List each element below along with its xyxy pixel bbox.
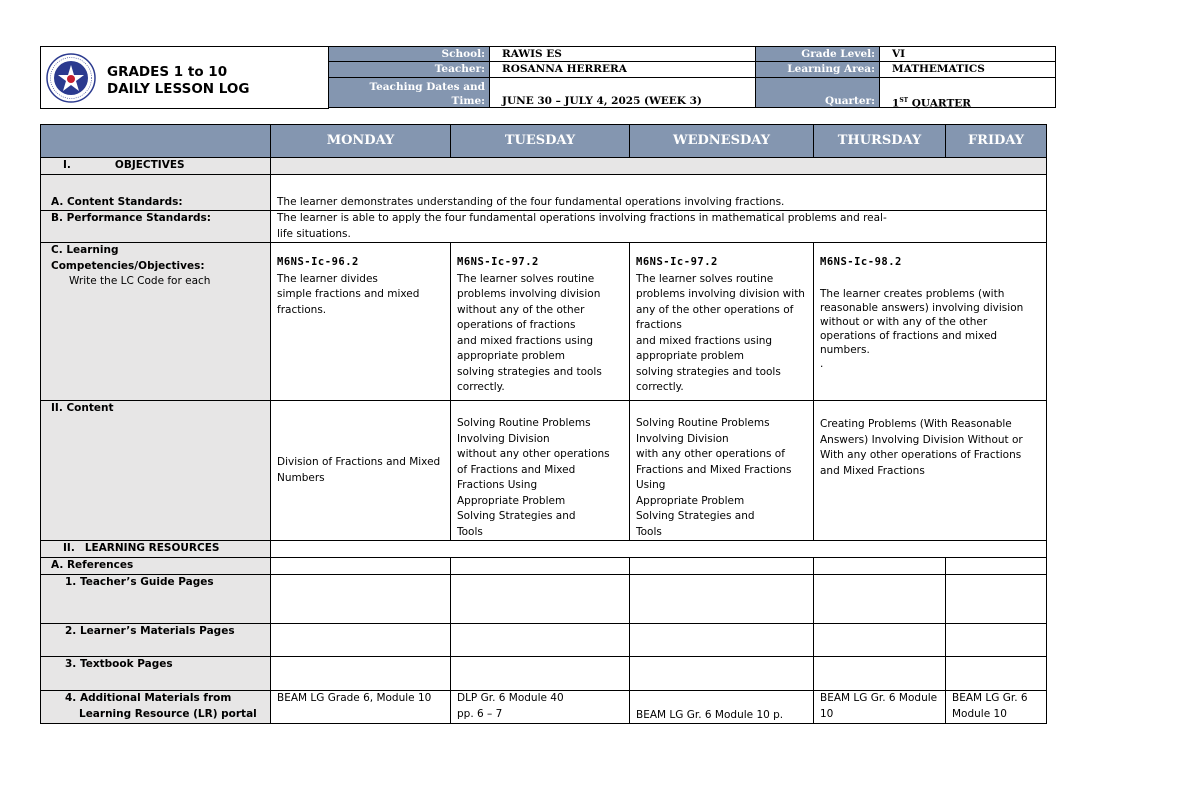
content-line: Fractions Using bbox=[457, 479, 538, 491]
competency-wednesday bbox=[630, 243, 814, 401]
teaching-dates-value: JUNE 30 – JULY 4, 2025 (WEEK 3) bbox=[489, 77, 756, 108]
competency-line: fractions. bbox=[277, 303, 327, 316]
competency-line: The learner solves routine bbox=[636, 272, 774, 285]
content-line: Creating Problems (With Reasonable bbox=[820, 418, 1012, 430]
references-label: A. References bbox=[41, 558, 271, 575]
teachers-guide-row bbox=[41, 575, 1047, 624]
content-thursday-friday bbox=[814, 401, 1047, 541]
objectives-heading-row bbox=[41, 158, 1047, 175]
am-friday-line2: Module 10 bbox=[952, 707, 1007, 720]
competency-line: and mixed fractions using bbox=[457, 334, 594, 347]
competency-line: operations of fractions bbox=[457, 319, 576, 331]
content-standards-text: The learner demonstrates understanding of the four fundamental operations involving fractions. bbox=[271, 175, 1047, 211]
objectives-heading: I. OBJECTIVES bbox=[41, 158, 271, 175]
lm-monday bbox=[271, 624, 451, 657]
am-monday: BEAM LG Grade 6, Module 10 bbox=[271, 691, 451, 724]
tg-monday bbox=[271, 575, 451, 624]
am-tuesday-line2: pp. 6 – 7 bbox=[457, 707, 503, 720]
competency-line: solving strategies and tools bbox=[636, 365, 781, 378]
day-header-row bbox=[41, 125, 1047, 158]
content-line: With any other operations of Fractions bbox=[820, 449, 1022, 461]
references-tuesday bbox=[451, 558, 630, 575]
teaching-dates-label-line1: Teaching Dates and bbox=[369, 81, 485, 93]
content-line: and Mixed Fractions bbox=[820, 464, 925, 477]
teaching-dates-label-line2: Time: bbox=[451, 95, 485, 107]
competency-line: and mixed fractions using bbox=[636, 334, 773, 347]
competency-line: without or with any of the other bbox=[820, 315, 988, 328]
content-line: Tools bbox=[636, 525, 662, 538]
competency-line: The learner creates problems (with bbox=[820, 287, 1005, 300]
content-line: Numbers bbox=[277, 471, 325, 484]
teaching-dates-label bbox=[328, 77, 490, 108]
form-title-line2: DAILY LESSON LOG bbox=[107, 81, 250, 97]
lm-thursday bbox=[814, 624, 946, 657]
competency-line: The learner solves routine bbox=[457, 272, 595, 285]
school-label: School: bbox=[328, 46, 490, 62]
resources-blank bbox=[271, 541, 1047, 558]
content-line: Involving Division bbox=[457, 432, 550, 445]
content-wednesday bbox=[630, 401, 814, 541]
learning-area-value: MATHEMATICS bbox=[879, 61, 1056, 78]
competency-line: numbers. bbox=[820, 343, 870, 356]
competency-line: reasonable answers) involving division bbox=[820, 301, 1024, 314]
content-line: Appropriate Problem bbox=[457, 494, 566, 507]
am-friday bbox=[946, 691, 1047, 724]
performance-standards-row bbox=[41, 211, 1047, 243]
lc-code: M6NS-Ic-97.2 bbox=[457, 256, 539, 268]
additional-materials-row bbox=[41, 691, 1047, 724]
content-line: Fractions and Mixed Fractions bbox=[636, 463, 792, 476]
references-friday bbox=[946, 558, 1047, 575]
day-tuesday: TUESDAY bbox=[451, 125, 630, 158]
tb-tuesday bbox=[451, 657, 630, 691]
tb-friday bbox=[946, 657, 1047, 691]
tb-monday bbox=[271, 657, 451, 691]
lesson-log-header bbox=[40, 46, 1056, 109]
references-thursday bbox=[814, 558, 946, 575]
references-monday bbox=[271, 558, 451, 575]
competency-tuesday bbox=[451, 243, 630, 401]
quarter-ordinal: ST bbox=[899, 97, 909, 104]
learning-area-label: Learning Area: bbox=[755, 61, 880, 78]
competency-line: appropriate problem bbox=[636, 350, 744, 362]
content-line: Division of Fractions and Mixed bbox=[277, 456, 441, 468]
content-line: Solving Strategies and bbox=[457, 510, 576, 522]
content-line: without any other operations bbox=[457, 448, 610, 460]
day-friday: FRIDAY bbox=[946, 125, 1047, 158]
tg-thursday bbox=[814, 575, 946, 624]
teacher-label: Teacher: bbox=[328, 61, 490, 78]
textbook-label: 3. Textbook Pages bbox=[41, 657, 271, 691]
quarter-value bbox=[879, 77, 1056, 108]
content-label: II. Content bbox=[41, 401, 271, 541]
content-line: Using bbox=[636, 479, 666, 491]
competencies-row bbox=[41, 243, 1047, 401]
performance-standards-label: B. Performance Standards: bbox=[41, 211, 271, 243]
am-thursday-line2: 10 bbox=[820, 707, 834, 720]
resources-heading: II. LEARNING RESOURCES bbox=[41, 541, 271, 558]
competency-line: appropriate problem bbox=[457, 350, 565, 362]
quarter-word: QUARTER bbox=[911, 97, 971, 110]
resources-heading-row bbox=[41, 541, 1047, 558]
competency-line: without any of the other bbox=[457, 303, 585, 316]
content-standards-row bbox=[41, 175, 1047, 211]
competency-monday bbox=[271, 243, 451, 401]
content-line: Appropriate Problem bbox=[636, 494, 745, 507]
am-friday-line1: BEAM LG Gr. 6 bbox=[952, 692, 1028, 704]
teachers-guide-label: 1. Teacher’s Guide Pages bbox=[41, 575, 271, 624]
competency-line: problems involving division with bbox=[636, 288, 805, 300]
content-tuesday bbox=[451, 401, 630, 541]
competencies-label bbox=[41, 243, 271, 401]
tg-friday bbox=[946, 575, 1047, 624]
additional-materials-label-line1: 4. Additional Materials from bbox=[65, 692, 232, 704]
am-tuesday-line1: DLP Gr. 6 Module 40 bbox=[457, 692, 564, 704]
am-wednesday: BEAM LG Gr. 6 Module 10 p. bbox=[630, 691, 814, 724]
grade-level-value: VI bbox=[879, 46, 1056, 62]
title-cell bbox=[40, 46, 329, 109]
competency-line: fractions bbox=[636, 319, 682, 331]
am-thursday-line1: BEAM LG Gr. 6 Module bbox=[820, 692, 938, 704]
competency-thursday-friday bbox=[814, 243, 1047, 401]
competencies-label-line2: Write the LC Code for each bbox=[69, 275, 211, 287]
day-wednesday: WEDNESDAY bbox=[630, 125, 814, 158]
tb-wednesday bbox=[630, 657, 814, 691]
teacher-value: ROSANNA HERRERA bbox=[489, 61, 756, 78]
quarter-number: 1 bbox=[892, 97, 900, 110]
performance-standards-text bbox=[271, 211, 1047, 243]
deped-seal-icon bbox=[46, 53, 96, 103]
content-line: of Fractions and Mixed bbox=[457, 463, 576, 476]
learners-materials-label: 2. Learner’s Materials Pages bbox=[41, 624, 271, 657]
competency-line: correctly. bbox=[457, 381, 505, 393]
competency-line: The learner divides bbox=[277, 272, 378, 285]
competency-line: correctly. bbox=[636, 381, 684, 393]
content-line: Solving Routine Problems bbox=[457, 417, 591, 429]
competency-line: . bbox=[820, 357, 824, 370]
content-line: with any other operations of bbox=[636, 448, 785, 460]
competency-line bbox=[820, 272, 1040, 287]
day-monday: MONDAY bbox=[271, 125, 451, 158]
form-title-line1: GRADES 1 to 10 bbox=[107, 64, 228, 80]
additional-materials-label-line2: Learning Resource (LR) portal bbox=[79, 707, 257, 720]
content-standards-label: A. Content Standards: bbox=[41, 175, 271, 211]
competency-line: simple fractions and mixed bbox=[277, 288, 420, 300]
tg-tuesday bbox=[451, 575, 630, 624]
content-line: Answers) Involving Division Without or bbox=[820, 433, 1023, 446]
tb-thursday bbox=[814, 657, 946, 691]
competency-line: solving strategies and tools bbox=[457, 365, 602, 378]
references-wednesday bbox=[630, 558, 814, 575]
day-thursday: THURSDAY bbox=[814, 125, 946, 158]
lesson-log-table bbox=[40, 124, 1047, 724]
additional-materials-label bbox=[41, 691, 271, 724]
content-monday bbox=[271, 401, 451, 541]
competency-line: any of the other operations of bbox=[636, 303, 794, 316]
learners-materials-row bbox=[41, 624, 1047, 657]
content-line: Solving Strategies and bbox=[636, 510, 755, 522]
lc-code: M6NS-Ic-97.2 bbox=[636, 256, 718, 268]
am-tuesday bbox=[451, 691, 630, 724]
content-line: Solving Routine Problems bbox=[636, 417, 770, 429]
content-line: Tools bbox=[457, 525, 483, 538]
content-row bbox=[41, 401, 1047, 541]
lc-code: M6NS-Ic-96.2 bbox=[277, 256, 359, 268]
lc-code: M6NS-Ic-98.2 bbox=[820, 256, 902, 268]
grade-level-label: Grade Level: bbox=[755, 46, 880, 62]
content-line: Involving Division bbox=[636, 432, 729, 445]
textbook-row bbox=[41, 657, 1047, 691]
school-value: RAWIS ES bbox=[489, 46, 756, 62]
performance-standards-line2: life situations. bbox=[277, 227, 351, 240]
quarter-label: Quarter: bbox=[755, 77, 880, 108]
tg-wednesday bbox=[630, 575, 814, 624]
competencies-label-line1: C. Learning Competencies/Objectives: bbox=[51, 244, 205, 272]
day-header-blank bbox=[41, 125, 271, 158]
competency-line: problems involving division bbox=[457, 288, 601, 300]
objectives-blank bbox=[271, 158, 1047, 175]
lm-friday bbox=[946, 624, 1047, 657]
references-row bbox=[41, 558, 1047, 575]
lm-tuesday bbox=[451, 624, 630, 657]
lm-wednesday bbox=[630, 624, 814, 657]
competency-line: operations of fractions and mixed bbox=[820, 329, 998, 342]
performance-standards-line1: The learner is able to apply the four fundamental operations involving fractions in mathematical problems and real- bbox=[277, 212, 887, 224]
am-thursday bbox=[814, 691, 946, 724]
